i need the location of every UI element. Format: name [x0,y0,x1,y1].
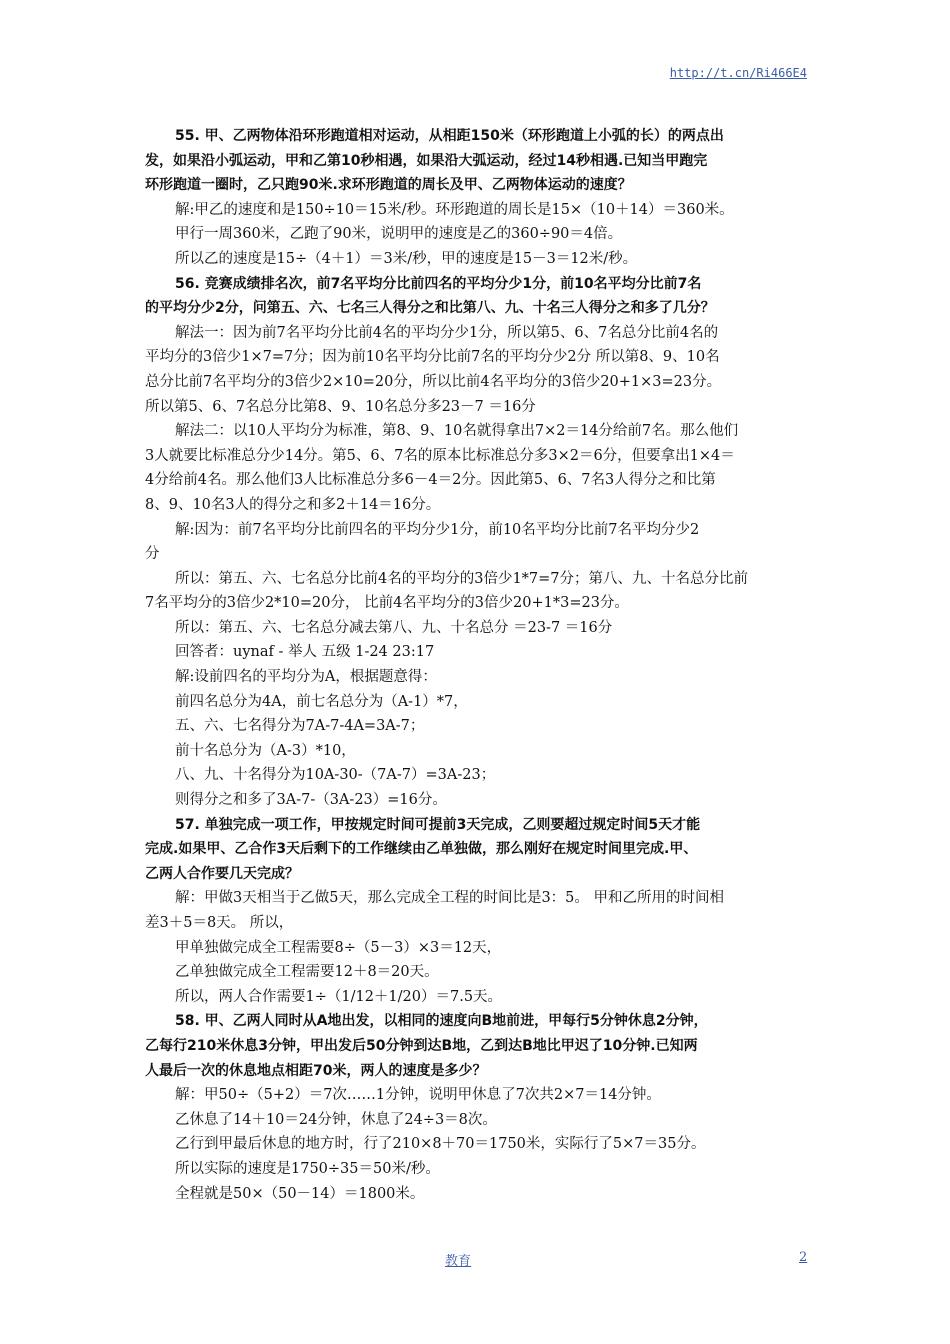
text-line: 7名平均分的3倍少2*10=20分， 比前4名平均分的3倍少20+1*3=23分。 [145,595,629,612]
text-line: 总分比前7名平均分的3倍少2×10=20分，所以比前4名平均分的3倍少20+1×3=23分。 [145,373,722,390]
question-line: 的平均分少2分，问第五、六、七名三人得分之和比第八、九、十名三人得分之和多了几分？ [145,300,715,317]
text-line: 分 [145,546,160,563]
text-line: 解法二：以10人平均分为标准，第8、9、10名就得拿出7×2＝14分给前7名。那么他们 [175,423,739,440]
text-line: 解:甲乙的速度和是150÷10＝15米/秒。环形跑道的周长是15×（10＋14）＝360米。 [175,201,734,218]
question-line: 58. 甲、乙两人同时从A地出发，以相同的速度向B地前进，甲每行5分钟休息2分钟， [175,1013,708,1030]
text-line: 乙单独做完成全工程需要12＋8＝20天。 [175,964,439,981]
question-line: 57. 单独完成一项工作，甲按规定时间可提前3天完成，乙则要超过规定时间5天才能 [175,816,701,833]
text-line: 甲行一周360米，乙跑了90米，说明甲的速度是乙的360÷90＝4倍。 [175,226,623,243]
question-line: 乙每行210米休息3分钟，甲出发后50分钟到达B地，乙到达B地比甲迟了10分钟.已知两 [145,1037,698,1054]
text-line: 回答者：uynaf - 举人 五级 1-24 23:17 [175,644,435,661]
text-line: 则得分之和多了3A-7-（3A-23）=16分。 [175,792,447,809]
text-line: 4分给前4名。那么他们3人比标准总分多6－4＝2分。因此第5、6、7名3人得分之和比第 [145,472,716,489]
text-line: 解:设前四名的平均分为A，根据题意得： [175,669,437,686]
document-body [145,124,810,1206]
text-line: 解：甲50÷（5+2）＝7次……1分钟，说明甲休息了7次共2×7＝14分钟。 [175,1087,661,1104]
text-line: 所以乙的速度是15÷（4＋1）＝3米/秒，甲的速度是15－3＝12米/秒。 [175,250,638,267]
question-line: 56. 竞赛成绩排名次，前7名平均分比前四名的平均分少1分，前10名平均分比前7名 [175,275,702,292]
header-link[interactable]: http://t.cn/Ri466E4 [669,66,807,80]
text-line: 八、九、十名得分为10A-30-（7A-7）=3A-23； [175,767,496,784]
question-line: 55. 甲、乙两物体沿环形跑道相对运动，从相距150米（环形跑道上小弧的长）的两点出 [175,128,724,144]
text-line: 乙休息了14＋10＝24分钟，休息了24÷3＝8次。 [175,1111,497,1128]
question-line: 完成.如果甲、乙合作3天后剩下的工作继续由乙单独做，那么刚好在规定时间里完成.甲、 [145,841,698,858]
text-line: 差3＋5＝8天。 所以， [145,915,294,931]
text-line: 解:因为：前7名平均分比前四名的平均分少1分，前10名平均分比前7名平均分少2 [175,521,700,538]
text-line: 3人就要比标准总分少14分。第5、6、7名的原本比标准总分多3×2＝6分，但要拿出1×4＝ [145,447,735,464]
text-line: 所以实际的速度是1750÷35＝50米/秒。 [175,1160,440,1177]
text-line: 所以：第五、六、七名总分比前4名的平均分的3倍少1*7=7分；第八、九、十名总分比前 [175,570,749,587]
footer-link[interactable]: 教育 [445,1254,472,1269]
question-line: 乙两人合作要几天完成？ [145,865,299,882]
text-line: 前十名总分为（A-3）*10， [175,742,356,759]
text-line: 甲单独做完成全工程需要8÷（5－3）×3＝12天， [175,939,502,956]
text-line: 所以：第五、六、七名总分减去第八、九、十名总分 ＝23-7 ＝16分 [175,619,613,636]
text-line: 平均分的3倍少1×7=7分；因为前10名平均分比前7名的平均分少2分 所以第8、9、10名 [145,349,720,366]
text-line: 8、9、10名3人的得分之和多2＋14＝16分。 [145,496,441,513]
text-line: 所以，两人合作需要1÷（1/12＋1/20）＝7.5天。 [175,988,503,1005]
question-line: 人最后一次的休息地点相距70米，两人的速度是多少？ [145,1062,487,1079]
text-line: 五、六、七名得分为7A-7-4A=3A-7； [175,718,425,735]
text-line: 全程就是50×（50－14）＝1800米。 [175,1185,425,1202]
question-line: 发，如果沿小弧运动，甲和乙第10秒相遇，如果沿大弧运动，经过14秒相遇.已知当甲跑完 [145,152,708,169]
text-line: 前四名总分为4A，前七名总分为（A-1）*7， [175,693,468,710]
question-line: 环形跑道一圈时，乙只跑90米.求环形跑道的周长及甲、乙两物体运动的速度？ [145,177,632,194]
text-line: 解：甲做3天相当于乙做5天，那么完成全工程的时间比是3：5。 甲和乙所用的时间相 [175,890,725,907]
page-number[interactable]: 2 [799,1250,808,1265]
text-line: 所以第5、6、7名总分比第8、9、10名总分多23－7 ＝16分 [145,398,536,415]
text-line: 解法一：因为前7名平均分比前4名的平均分少1分，所以第5、6、7名总分比前4名的 [175,324,719,341]
text-line: 乙行到甲最后休息的地方时，行了210×8＋70＝1750米，实际行了5×7＝35分。 [175,1136,706,1153]
